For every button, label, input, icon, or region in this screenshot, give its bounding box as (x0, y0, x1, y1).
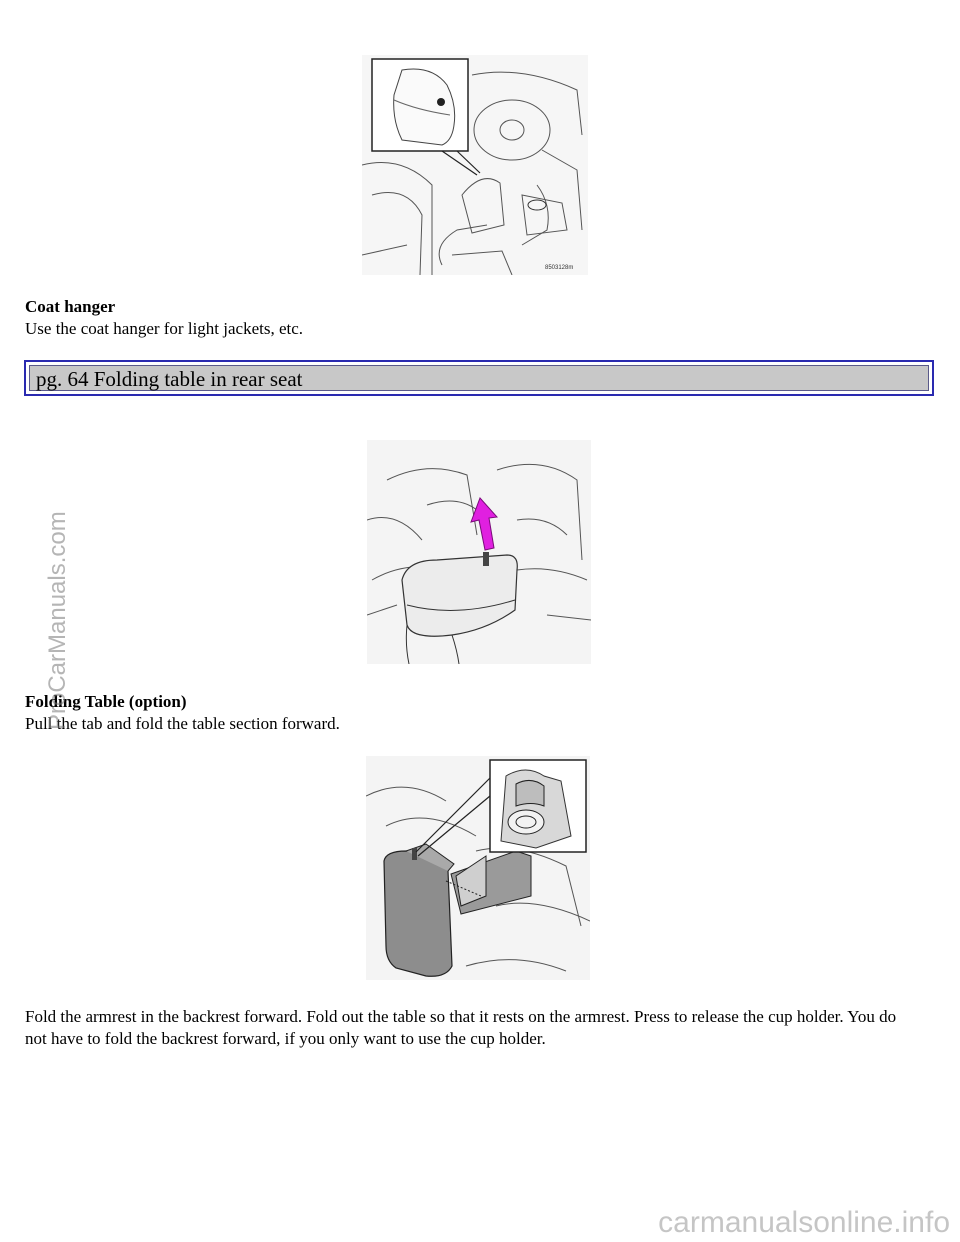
coat-hanger-text: Use the coat hanger for light jackets, etc. (25, 319, 304, 338)
figure-code-1: 8503128m (545, 265, 574, 271)
section-header-bar (24, 360, 934, 396)
watermark-left: ProCarManuals.com (44, 511, 71, 730)
cup-holder-illustration (366, 756, 590, 980)
folding-table-text: Pull the tab and fold the table section forward. (25, 714, 340, 733)
coat-hanger-heading: Coat hanger (25, 297, 116, 316)
section-header-label: pg. 64 Folding table in rear seat (29, 365, 929, 391)
cup-holder-text: Fold the armrest in the backrest forward. Fold out the table so that it rests on the armrest. Press to release the cup holder. You do not have to fold the backrest forward, if you only want to use the cup holder. (25, 1007, 897, 1048)
folding-table-heading: Folding Table (option) (25, 692, 187, 711)
folding-table-illustration (367, 440, 591, 664)
watermark-bottom: carmanualsonline.info (658, 1206, 950, 1239)
coat-hanger-illustration (362, 55, 588, 275)
